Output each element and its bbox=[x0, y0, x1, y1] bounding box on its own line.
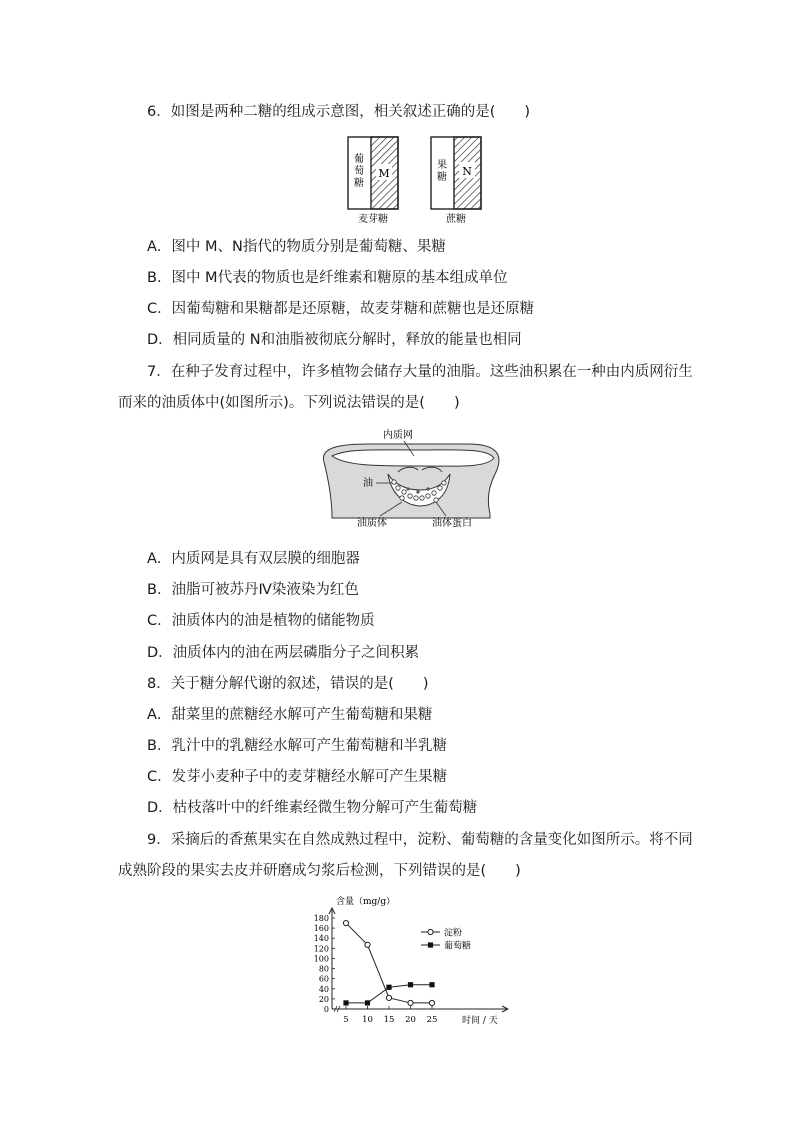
y-tick-label: 20 bbox=[318, 994, 329, 1004]
y-tick-label: 100 bbox=[313, 954, 329, 964]
x-axis-label: 时间 / 天 bbox=[462, 1016, 498, 1026]
x-tick-label: 25 bbox=[426, 1015, 438, 1025]
q6-option-c: C．因葡萄糖和果糖都是还原糖，故麦芽糖和蔗糖也是还原糖 bbox=[147, 301, 535, 317]
q8-option-d: D．枯枝落叶中的纤维素经微生物分解可产生葡萄糖 bbox=[147, 800, 478, 816]
starch-point bbox=[429, 1000, 434, 1005]
q6-option-b: B．图中 M代表的物质也是纤维素和糖原的基本组成单位 bbox=[147, 270, 508, 286]
q8-option-a: A．甜菜里的蔗糖经水解可产生葡萄糖和果糖 bbox=[147, 707, 433, 723]
m-letter: M bbox=[378, 167, 390, 180]
glucose-point bbox=[429, 982, 434, 987]
q8-option-b: B．乳汁中的乳糖经水解可产生葡萄糖和半乳糖 bbox=[147, 738, 447, 754]
q6-disaccharide-diagram bbox=[340, 134, 490, 226]
fructose-char-2: 糖 bbox=[437, 172, 447, 183]
chart-legend bbox=[421, 927, 471, 952]
glucose-char-3: 糖 bbox=[354, 178, 364, 189]
oleosin-label: 油体蛋白 bbox=[432, 518, 472, 529]
glucose-point bbox=[343, 1000, 348, 1005]
glucose-char-1: 葡 bbox=[354, 154, 364, 165]
fructose-char-1: 果 bbox=[437, 160, 447, 171]
q7-option-b: B．油脂可被苏丹Ⅳ染液染为红色 bbox=[147, 582, 359, 598]
q9-line-chart bbox=[306, 892, 516, 1028]
y-tick-label: 120 bbox=[313, 944, 329, 954]
y-tick-label: 140 bbox=[313, 934, 329, 944]
q6-option-d: D．相同质量的 N和油脂被彻底分解时，释放的能量也相同 bbox=[147, 332, 522, 348]
q8-stem: 8．关于糖分解代谢的叙述，错误的是( ) bbox=[147, 676, 429, 692]
x-tick-label: 15 bbox=[383, 1015, 395, 1025]
y-tick-label: 180 bbox=[313, 914, 329, 923]
chart-axes bbox=[314, 908, 508, 1025]
chart-marks bbox=[343, 920, 434, 1005]
glucose-point bbox=[408, 982, 413, 987]
q9-stem-line2: 成熟阶段的果实去皮并研磨成匀浆后检测，下列错误的是( ) bbox=[118, 863, 521, 879]
y-tick-label: 40 bbox=[318, 984, 329, 994]
legend-label: 淀粉 bbox=[444, 928, 463, 939]
q6-stem: 6．如图是两种二糖的组成示意图，相关叙述正确的是( ) bbox=[147, 104, 531, 120]
x-tick-label: 10 bbox=[362, 1015, 373, 1025]
series-line-starch bbox=[346, 923, 432, 1003]
er-label: 内质网 bbox=[383, 430, 413, 441]
y-tick-label: 60 bbox=[318, 974, 329, 984]
starch-point bbox=[408, 1000, 413, 1005]
q7-stem-line2: 而来的油质体中(如图所示)。下列说法错误的是( ) bbox=[118, 395, 460, 411]
y-tick-label: 80 bbox=[318, 964, 329, 974]
legend-glucose-marker bbox=[428, 942, 433, 947]
y-tick-label: 160 bbox=[313, 924, 329, 934]
x-tick-label: 20 bbox=[405, 1015, 416, 1025]
glucose-char-2: 萄 bbox=[354, 166, 364, 177]
x-tick-label: 5 bbox=[343, 1015, 349, 1025]
legend-label: 葡萄糖 bbox=[444, 941, 472, 952]
q7-option-d: D．油质体内的油在两层磷脂分子之间积累 bbox=[147, 645, 420, 661]
q7-oilbody-diagram bbox=[318, 426, 508, 534]
q7-option-c: C．油质体内的油是植物的储能物质 bbox=[147, 613, 375, 629]
y-axis-label: 含量（mg/g） bbox=[336, 897, 396, 907]
legend-starch-marker bbox=[428, 929, 433, 934]
glucose-point bbox=[365, 1000, 370, 1005]
q7-stem-line1: 7．在种子发育过程中，许多植物会储存大量的油脂。这些油积累在一种由内质网衍生 bbox=[147, 364, 693, 380]
starch-point bbox=[343, 920, 348, 925]
oilbody-label: 油质体 bbox=[357, 518, 387, 529]
q8-option-c: C．发芽小麦种子中的麦芽糖经水解可产生果糖 bbox=[147, 769, 448, 785]
oil-label: 油 bbox=[363, 478, 373, 489]
y-tick-label: 0 bbox=[323, 1005, 329, 1014]
q9-stem-line1: 9．采摘后的香蕉果实在自然成熟过程中，淀粉、葡萄糖的含量变化如图所示。将不同 bbox=[147, 832, 693, 848]
sucrose-caption: 蔗糖 bbox=[446, 214, 466, 225]
q7-option-a: A．内质网是具有双层膜的细胞器 bbox=[147, 551, 360, 567]
maltose-caption: 麦芽糖 bbox=[358, 214, 388, 225]
n-letter: N bbox=[462, 165, 472, 178]
starch-point bbox=[386, 995, 391, 1000]
glucose-point bbox=[386, 985, 391, 990]
q6-option-a: A．图中 M、N指代的物质分别是葡萄糖、果糖 bbox=[147, 239, 446, 255]
starch-point bbox=[365, 942, 370, 947]
